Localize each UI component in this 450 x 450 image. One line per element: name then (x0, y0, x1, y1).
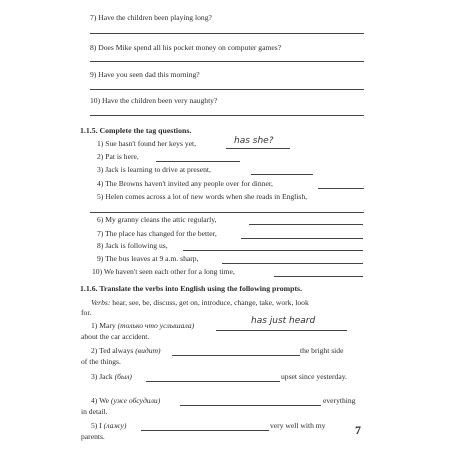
tag-item-8: 8) Jack is following us, (97, 241, 168, 250)
russian-prompt: (только что услышала) (117, 321, 195, 330)
handwritten-answer: has she? (234, 136, 274, 146)
verbs-list: hear, see, be, discuss, get on, introduce, change, take, work, look (110, 298, 309, 307)
answer-line (241, 238, 363, 239)
tag-item-6: 6) My granny cleans the attic regularly, (97, 215, 217, 224)
translate-item-2-cont: of the things. (81, 357, 121, 366)
answer-line (172, 355, 300, 356)
verbs-label: Verbs: (91, 298, 111, 307)
section-1-1-5-title: 1.1.5. Complete the tag questions. (80, 126, 192, 135)
section-1-1-6-title: 1.1.6. Translate the verbs into English using the following prompts. (80, 284, 303, 293)
russian-prompt: (видит) (135, 346, 161, 355)
item-text: 1) Mary (91, 321, 118, 330)
handwritten-answer: has just heard (251, 316, 316, 326)
tag-item-3: 3) Jack is learning to drive at present, (97, 165, 211, 174)
tag-item-1: 1) Sue hasn't found her keys yet, (97, 139, 197, 148)
russian-prompt: (уже обсудили) (110, 396, 161, 405)
translate-item-5 (91, 422, 126, 430)
answer-line (183, 250, 363, 251)
translate-item-5-end: very well with my (270, 421, 326, 430)
translate-item-1-cont: about the car accident. (81, 332, 150, 341)
russian-prompt: (лажу) (103, 421, 127, 430)
answer-line (90, 212, 364, 213)
answer-line (180, 405, 321, 406)
answer-line (226, 148, 290, 149)
item-text: 3) Jack (91, 372, 115, 381)
question-9: 9) Have you seen dad this morning? (90, 70, 200, 79)
verbs-list-line1 (91, 299, 309, 307)
translate-item-4-cont: in detail. (81, 407, 108, 416)
translate-item-4-end: everything (323, 396, 356, 405)
question-7: 7) Have the children been playing long? (90, 13, 212, 22)
tag-item-5: 5) Helen comes across a lot of new words when she reads in English, (97, 192, 308, 201)
item-text: 5) I (91, 421, 104, 430)
answer-line (318, 188, 364, 189)
question-10: 10) Have the children been very naughty? (90, 96, 218, 105)
tag-item-7: 7) The place has changed for the better, (97, 229, 217, 238)
answer-line (90, 89, 364, 90)
tag-item-9: 9) The bus leaves at 9 a.m. sharp, (97, 254, 199, 263)
question-8: 8) Does Mike spend all his pocket money on computer games? (90, 43, 282, 52)
answer-line (216, 330, 347, 331)
translate-item-2 (91, 347, 161, 355)
tag-item-4: 4) The Browns haven't invited any people over for dinner, (97, 179, 273, 188)
answer-line (90, 115, 364, 116)
translate-item-5-cont: parents. (81, 432, 105, 441)
item-text: 4) We (91, 396, 111, 405)
answer-line (90, 61, 364, 62)
russian-prompt: (был) (114, 372, 132, 381)
translate-item-1 (91, 322, 194, 330)
tag-item-10: 10) We haven't seen each other for a long time, (92, 267, 235, 276)
answer-line (146, 381, 280, 382)
answer-line (249, 224, 363, 225)
translate-item-2-end: the bright side (300, 346, 344, 355)
answer-line (274, 276, 363, 277)
answer-line (156, 161, 240, 162)
verbs-list-line2: for. (81, 308, 92, 317)
translate-item-4 (91, 397, 160, 405)
translate-item-3 (91, 373, 132, 381)
answer-line (90, 33, 364, 34)
page-number: 7 (355, 423, 361, 437)
answer-line (141, 430, 269, 431)
translate-item-3-end: upset since yesterday. (281, 372, 347, 381)
answer-line (251, 174, 313, 175)
item-text: 2) Ted always (91, 346, 136, 355)
answer-line (222, 263, 363, 264)
tag-item-2: 2) Pat is here, (97, 152, 139, 161)
